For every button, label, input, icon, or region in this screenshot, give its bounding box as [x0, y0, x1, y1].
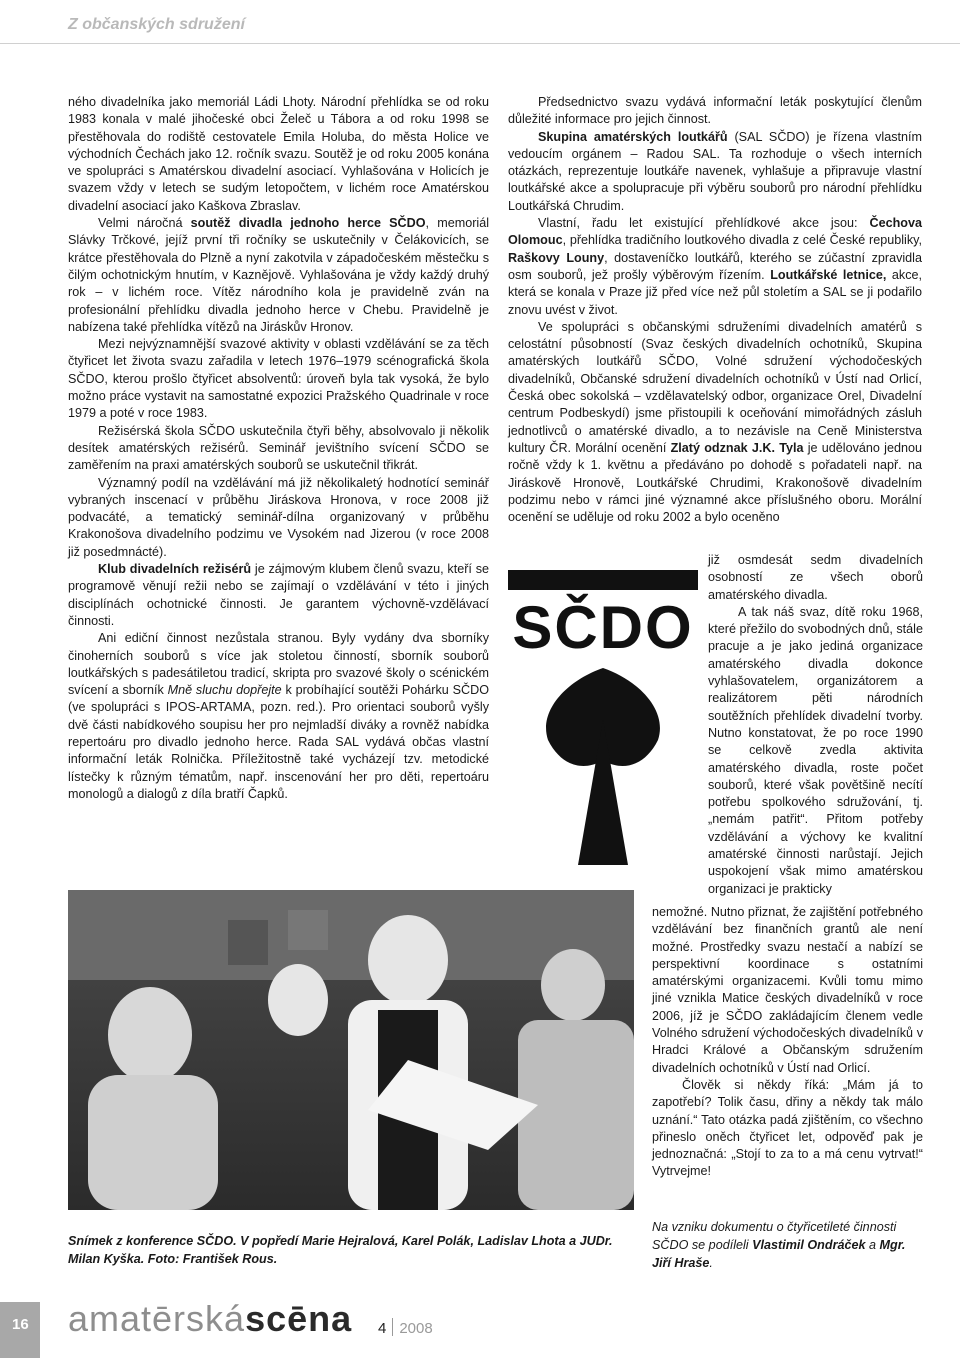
paragraph — [652, 904, 923, 1077]
scdo-logo — [508, 570, 698, 870]
photo-caption: Snímek z konference SČDO. V popředí Marie Hejralová, Karel Polák, Ladislav Lhota a JUDr. Milan Kyška. Foto: František Rous. — [68, 1234, 613, 1266]
bold-text: Čechova Olomouc — [508, 216, 922, 248]
side-caption-end: . — [709, 1256, 713, 1270]
bold-text: Loutkářské letnice, — [770, 267, 887, 282]
page-number: 16 — [12, 1316, 29, 1333]
bold-text: Zlatý odznak J.K. Tyla — [670, 440, 804, 455]
conference-photo — [68, 890, 634, 1210]
author-name-1: Vlastimil Ondráček — [752, 1238, 866, 1252]
issue-year: 2008 — [399, 1320, 433, 1337]
paragraph — [508, 129, 922, 215]
text-run: Velmi náročná — [98, 216, 191, 231]
text-run: Vlastní, řadu let existující přehlídkové akce jsou: — [538, 216, 870, 231]
text-run: , memoriál Slávky Trčkové, jejíž první tři ročníky se uskutečnily v Čelákovicích, se krátce přestěhovala do Plzně a nyní zakotvila v západočeském městečku s čilým ochotnickým hnutím, v Kaznějově. Vyhlašována je vždy každý druhý rok – v lichém roce. Vítěz národního kola je pravidelně zván na profesionální přehlídku divadla jednoho herce v Chebu. Pravidelně je nabízena také přehlídka vítězů na Jiráskův Hronov. — [68, 216, 489, 334]
text-run: Člověk si někdy říká: „Mám já to zapotřebí? Tolik času, dřiny a někdy tak málo uznání.“ Tato otázka padá zjištěním, co všechno přineslo oněch čtyřicet let, odpověď pak je jednoznačná: „Stojí to za to a má cenu vytrvat!“ Vytrvejme! — [652, 1077, 923, 1179]
issue-separator — [392, 1318, 393, 1336]
paragraph — [508, 319, 922, 527]
paragraph — [508, 215, 922, 319]
text-run: je zájmovým klubem členů svazu, kteří se programově věnují režii nebo se zajímají o vzdělávání v této i jiných disciplínách ochotnické činnosti. Je garantem výchovně-vzdělávací činnosti. — [68, 562, 489, 628]
right-wrap-narrow — [708, 552, 923, 898]
left-column — [68, 94, 489, 803]
side-caption — [652, 1218, 923, 1272]
section-title: Z občanských sdružení — [68, 16, 245, 33]
italic-text: Mně sluchu dopřejte — [167, 683, 282, 698]
text-run: (SAL SČDO) je řízena vlastním vedoucím orgánem – Radou SAL. Ta rozhoduje o všech interních otázkách, reprezentuje loutkáře navenek, vyhlašuje a připravuje vlastní loutkářské akce a spolupracuje při výběru souborů pro národní přehlídku Loutkářská Chrudim. — [508, 129, 922, 213]
text-run: Ani ediční činnost nezůstala stranou. Byly vydány dva sborníky činoherních souborů s více jak stoletou činností, sborník souborů loutkářských s padesátiletou tradicí, skripta pro svazové školy o scénickém svícení a sborník — [68, 631, 489, 698]
paragraph — [68, 630, 489, 803]
text-run: , dostaveníčko loutkářů, kterého se zúčastní zpravidla osm souborů, jež prošly výběrovým řízením. — [508, 250, 922, 282]
paragraph — [68, 215, 489, 336]
author-name-2: Mgr. Jiří Hraše — [652, 1238, 906, 1270]
paragraph — [68, 561, 489, 630]
bold-text: Raškovy Louny — [508, 250, 605, 265]
issue-info — [378, 1318, 433, 1337]
logo-text: SČDO — [512, 594, 694, 661]
paragraph — [652, 1077, 923, 1181]
right-column-top — [508, 94, 922, 526]
text-run: Režisérská škola SČDO uskutečnila čtyři běhy, absolvovalo ji několik desítek amatérských režisérů. Seminář jevištního svícení SČDO se zaměřením na praxi amatérských souborů se uskutečnil třikrát. — [68, 423, 489, 473]
bold-text: soutěž divadla jednoho herce SČDO — [190, 216, 426, 231]
text-run: , přehlídka tradičního loutkového divadla z celé České republiky, — [562, 233, 922, 248]
header-rule — [0, 43, 960, 44]
magazine-brand — [68, 1298, 352, 1340]
side-caption-conj: a — [865, 1238, 880, 1252]
text-run: Mezi nejvýznamnější svazové aktivity v oblasti vzdělávání se za těch čtyřicet let života svazu zařadila v letech 1976–1979 scénografická škola SČDO, kterou prošlo čtyřicet absolventů: úroveň byla tak vysoká, že bylo možno práce vystavit na samostatné expozici Pražského Quadrinale v roce 1979 a poté v roce 1983. — [68, 337, 489, 421]
text-run: nemožné. Nutno přiznat, že zajištění potřebného vzdělávání bez finančních grantů ale není možné. Prostředky svazu nestačí a nabízí se perspektivní koordinace s ostatními amatérskými organizacemi. Kvůli tomu mimo jiné vznikla Matice českých divadelníků v roce 2006, jíž je SČDO zakládajícím členem vedle Volného sdružení východočeských divadelníků v Hradci Králové a Občanským sdružením divadelních ochotníků v Ústí nad Orlicí. — [652, 905, 923, 1075]
text-run: již osmdesát sedm divadelních osobností ze všech oborů amatérského divadla. — [708, 553, 923, 602]
paragraph — [68, 423, 489, 475]
text-run: A tak náš svaz, dítě roku 1968, které přežilo do svobodných dnů, stále pracuje a je jako jediná organizace amatérského divadla dokonce vyhlašovatelem, organizátorem a realizátorem pěti národních soutěžních přehlídek divadelní tvorby. Nutno konstatovat, že po roce 1990 se celkově zvedla aktivita amatérského divadla, roste počet souborů, které však povětšině necítí potřebu spolkového sdružování, tj. „nemám patřit“. Přitom potřeby vzdělávání a výchovy ke kvalitní amatérské činnosti narůstají. Jejich uspokojení však mimo amatérskou organizaci je prakticky — [708, 604, 923, 896]
text-run: akce, která se konala v Praze již před více než půl stoletím a SAL se ji podařilo znovu uvést v život. — [508, 267, 922, 317]
paragraph — [708, 604, 923, 898]
bold-text: Skupina amatérských loutkářů — [538, 129, 728, 144]
right-wrap-wide — [652, 904, 923, 1181]
issue-number: 4 — [378, 1320, 387, 1337]
brand-part-2: scēna — [245, 1298, 353, 1339]
paragraph — [508, 94, 922, 129]
text-run: je udělováno jednou ročně vždy k 1. květnu a předáváno po dohodě s pořadateli např. na Jiráskově Hronově, Loutkářské Chrudimi, Krakonošově divadelním podzimu nebo v rámci jiné významné akce příslušného oboru. Morální ocenění se uděluje od roku 2002 a bylo oceněno — [508, 440, 922, 525]
paragraph — [68, 94, 489, 215]
side-caption-text: Na vzniku dokumentu o čtyřicetileté činnosti SČDO se podíleli — [652, 1220, 897, 1252]
text-run: Ve spolupráci s občanskými sdruženími divadelních amatérů s celostátní působností (Svaz českých divadelních ochotníků, Skupina amatérských loutkářů SČDO, Volné sdružení východočeských divadelníků, Občanské sdružení divadelních ochotníků v Ústí nad Orlicí, Česká obec sokolská – vzdělavatelský odbor, organizace Orel, Divadelní centrum Podbeskydí) jsme přistoupili k oceňování mimořádných zásluh jednotlivců o amatérské divadlo, a to nezávisle na Ceně Ministerstva kultury ČR. Morální ocenění — [508, 319, 922, 455]
text-run: Předsednictvo svazu vydává informační leták poskytující členům důležité informace pro jejich činnost. — [508, 95, 922, 127]
text-run: Významný podíl na vzdělávání má již několikaletý hodnotící seminář vybraných inscenací v průběhu Jiráskova Hronova, v roce 2008 již podvacáté, a tematický seminář-dílna organizovaný v průběhu Krakonošova divadelního podzimu ve Vysokém nad Jizerou (v roce 2008 již posedmnácté). — [68, 475, 489, 559]
text-run: ného divadelníka jako memoriál Ládi Lhoty. Národní přehlídka se od roku 1983 konala v malé jihočeské obci Želeč u Tábora a od roku 1998 se přestěhovala do rodiště cestovatele Emila Holuba, do města Holice ve východních Čechách jako 12. ročník svazu. Soutěž je od roku 2005 konána ve spolupráci s Amatérskou divadelní asociací. Vyhlašována v Holicích je svazem vždy v letech se sudým letopočtem, v lichém roce Amatérskou divadelní asociací jako Kaškova Zbraslav. — [68, 95, 489, 213]
paragraph — [68, 475, 489, 561]
paragraph — [708, 552, 923, 604]
bold-text: Klub divadelních režisérů — [98, 562, 252, 577]
text-run: k probíhající soutěži Pohárku SČDO (ve spolupráci s IPOS-ARTAMA, pozn. red.). Pro orientaci souborů vyšly dvě části nabídkového soupisu her pro nejmladší diváky a rovněž nabídka repertoáru pro divadlo jednoho herce. Rada SAL vydává občas vlastní informační leták Rolnička. Příležitostně také vycházejí tzv. metodické lístečky k různým tématům, např. inscenování her pro děti, repertoáru monologů a dialogů z díla bratří Čapků. — [68, 683, 489, 801]
brand-part-1: amatērská — [68, 1298, 246, 1339]
paragraph — [68, 336, 489, 422]
